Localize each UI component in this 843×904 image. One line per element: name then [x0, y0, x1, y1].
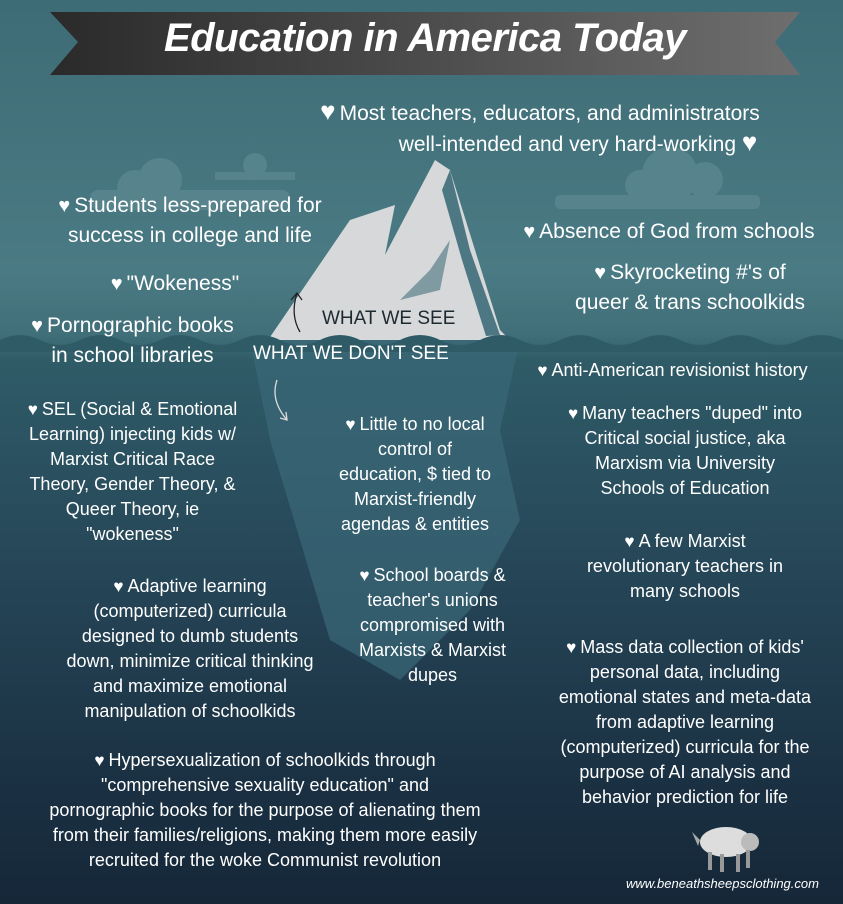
text-line: compromised with	[359, 615, 506, 635]
broken-heart-icon: ♥	[566, 638, 577, 657]
note-local-control	[315, 412, 515, 537]
broken-heart-icon: ♥	[537, 361, 548, 380]
note-students	[25, 191, 355, 250]
text-line: Marxist-friendly	[353, 489, 477, 509]
broken-heart-icon: ♥	[345, 415, 356, 434]
text-line: Critical social justice, aka	[584, 428, 786, 448]
text-line: from their families/religions, making them more easily	[52, 825, 478, 845]
broken-heart-icon: ♥	[567, 404, 579, 423]
text-line: recruited for the woke Communist revolution	[88, 850, 442, 870]
note-sel	[5, 397, 260, 547]
text-line: Little to no local	[359, 414, 485, 434]
text-line: Hypersexualization of schoolkids through	[108, 750, 436, 770]
text-line: (computerized) curricula	[93, 601, 287, 621]
broken-heart-icon: ♥	[113, 577, 124, 596]
sheep-logo	[692, 827, 759, 872]
broken-heart-icon: ♥	[523, 221, 536, 243]
broken-heart-icon: ♥	[110, 273, 123, 295]
text-line: Queer Theory, ie	[65, 499, 200, 519]
note-duped	[535, 401, 835, 501]
text-line: Most teachers, educators, and administrators	[339, 102, 760, 125]
text-line: queer & trans schoolkids	[575, 291, 805, 314]
text-line: well-intended and very hard-working	[398, 133, 737, 156]
broken-heart-icon: ♥	[58, 195, 71, 217]
text-line: Marxism via University	[594, 453, 776, 473]
text-line: behavior prediction for life	[581, 787, 789, 807]
page-title: Education in America Today	[164, 16, 686, 60]
text-line: Mass data collection of kids'	[580, 637, 804, 657]
note-absence-god	[495, 217, 843, 247]
text-line: Theory, Gender Theory, &	[29, 474, 236, 494]
broken-heart-icon: ♥	[31, 315, 44, 337]
text-line: education, $ tied to	[338, 464, 492, 484]
text-line: Pornographic books	[47, 314, 234, 337]
text-line: designed to dumb students	[81, 626, 299, 646]
text-line: Marxists & Marxist	[358, 640, 506, 660]
note-skyrocketing	[545, 258, 835, 317]
text-line: Marxist Critical Race	[49, 449, 216, 469]
text-line: in school libraries	[51, 344, 214, 367]
text-line: School boards &	[373, 565, 506, 585]
note-mass-data	[530, 635, 840, 810]
broken-heart-icon: ♥	[624, 532, 635, 551]
text-line: control of	[377, 439, 453, 459]
text-line: Learning) injecting kids w/	[28, 424, 237, 444]
note-porn-books	[5, 311, 260, 370]
website-url: www.beneathsheepsclothing.com	[626, 876, 819, 891]
text-line: pornographic books for the purpose of alienating them	[49, 800, 481, 820]
text-line: revolutionary teachers in	[586, 556, 784, 576]
text-line: manipulation of schoolkids	[84, 701, 296, 721]
note-few-marxist	[550, 529, 820, 604]
text-line: from adaptive learning	[595, 712, 775, 732]
broken-heart-icon: ♥	[27, 400, 38, 419]
text-line: teacher's unions	[367, 590, 498, 610]
heart-icon: ♥	[320, 96, 336, 126]
text-line: Students less-prepared for	[74, 194, 322, 217]
broken-heart-icon: ♥	[594, 262, 607, 284]
text-line: agendas & entities	[340, 514, 490, 534]
text-line: personal data, including	[589, 662, 781, 682]
text-line: dupes	[407, 665, 458, 685]
note-adaptive	[40, 574, 340, 724]
text-line: emotional states and meta-data	[558, 687, 812, 707]
text-line: SEL (Social & Emotional	[41, 399, 238, 419]
text-line: "Wokeness"	[126, 272, 240, 295]
what-we-dont-see-label: WHAT WE DON'T SEE	[253, 343, 449, 364]
broken-heart-icon: ♥	[359, 566, 370, 585]
text-line: Absence of God from schools	[539, 220, 815, 243]
text-line: success in college and life	[68, 224, 312, 247]
broken-heart-icon: ♥	[94, 751, 105, 770]
text-line: Schools of Education	[600, 478, 770, 498]
text-line: many schools	[629, 581, 741, 601]
note-hypersexualization	[5, 748, 525, 873]
text-line: Adaptive learning	[127, 576, 267, 596]
text-line: Skyrocketing #'s of	[610, 261, 786, 284]
what-we-see-label: WHAT WE SEE	[322, 308, 456, 329]
note-wokeness	[60, 269, 290, 299]
text-line: "wokeness"	[86, 524, 179, 544]
text-line: Many teachers "duped" into	[582, 403, 803, 423]
text-line: Anti-American revisionist history	[551, 360, 808, 380]
text-line: purpose of AI analysis and	[579, 762, 791, 782]
text-line: and maximize emotional	[92, 676, 288, 696]
note-school-boards	[330, 563, 535, 688]
text-line: A few Marxist	[638, 531, 746, 551]
text-line: (computerized) curricula for the	[560, 737, 810, 757]
note-anti-american	[505, 358, 840, 383]
heart-icon: ♥	[741, 127, 758, 157]
note-well-intended	[270, 97, 810, 159]
text-line: "comprehensive sexuality education" and	[101, 775, 429, 795]
text-line: down, minimize critical thinking	[66, 651, 314, 671]
